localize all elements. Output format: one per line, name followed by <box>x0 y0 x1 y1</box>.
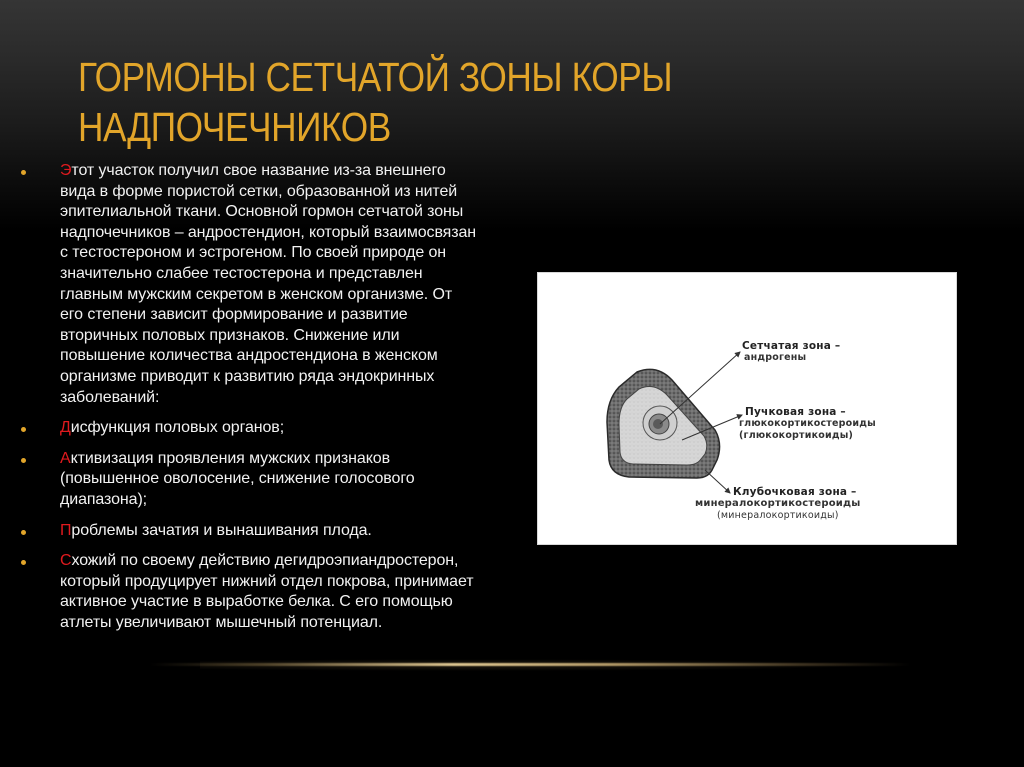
text-line: (повышенное оволосение, снижение голосового <box>60 470 415 488</box>
text-line: диапазона); <box>60 490 148 508</box>
bullet-dot-icon <box>21 458 26 463</box>
adrenal-cortex-diagram <box>537 272 957 545</box>
text-line: роблемы зачатия и вынашивания плода. <box>71 521 372 539</box>
text-line: надпочечников – андростендион, который взаимосвязан <box>60 223 477 241</box>
bullet-dot-icon <box>21 427 26 432</box>
bullet-dot-icon <box>21 530 26 535</box>
title-line-1: ГОРМОНЫ СЕТЧАТОЙ ЗОНЫ КОРЫ <box>78 54 673 100</box>
slide-title <box>78 52 680 152</box>
bullet-item-dysfunction <box>16 418 536 439</box>
label-reticular-zone: Сетчатая зона – андрогены <box>742 340 841 363</box>
text-line: исфункция половых органов; <box>70 419 285 437</box>
label-fascicular-zone: Пучковая зона – глюкокортикостероиды (глюкокортикоиды) <box>739 406 876 441</box>
text-line: вторичных половых признаков. Снижение или <box>60 326 400 344</box>
text-line: эпителиальной ткани. Основной гормон сетчатой зоны <box>60 203 464 221</box>
bullet-dot-icon <box>21 560 26 565</box>
text-line: значительно слабее тестостерона и представлен <box>60 264 423 282</box>
text-line: главным мужским секретом в женском организме. От <box>60 285 453 303</box>
decorative-divider-line <box>150 663 910 666</box>
drop-letter: С <box>60 552 72 570</box>
title-line-2: НАДПОЧЕЧНИКОВ <box>78 104 391 150</box>
bullet-list <box>16 161 536 643</box>
bullet-item-dhea <box>16 551 536 633</box>
drop-letter: Э <box>60 162 72 179</box>
text-line: его степени зависит формирование и развитие <box>60 306 408 324</box>
drop-letter: П <box>60 521 72 539</box>
bullet-item-intro <box>16 161 536 408</box>
text-line: с тестостероном и эстрогеном. По своей природе он <box>60 244 447 262</box>
text-line: ктивизация проявления мужских признаков <box>70 449 390 467</box>
text-line: активное участие в выработке белка. С его помощью <box>60 593 453 611</box>
text-line: атлеты увеличивают мышечный потенциал. <box>60 613 383 631</box>
text-line: который продуцирует нижний отдел покрова, принимает <box>60 572 474 590</box>
bullet-item-conception <box>16 521 536 542</box>
text-line: организме приводит к развитию ряда эндокринных <box>60 367 435 385</box>
bullet-dot-icon <box>21 170 26 175</box>
text-line: хожий по своему действию дегидроэпиандростерон, <box>71 552 459 570</box>
drop-letter: А <box>60 449 71 467</box>
text-line: вида в форме пористой сетки, образованной из нитей <box>60 182 458 200</box>
text-line: повышение количества андростендиона в женском <box>60 347 438 365</box>
drop-letter: Д <box>60 419 71 437</box>
text-line: тот участок получил свое название из-за внешнего <box>71 162 446 179</box>
label-glomerular-zone: Клубочковая зона – минералокортикостероиды (минералокортикоиды) <box>695 486 861 521</box>
text-line: заболеваний: <box>60 388 160 406</box>
bullet-item-activation <box>16 449 536 511</box>
